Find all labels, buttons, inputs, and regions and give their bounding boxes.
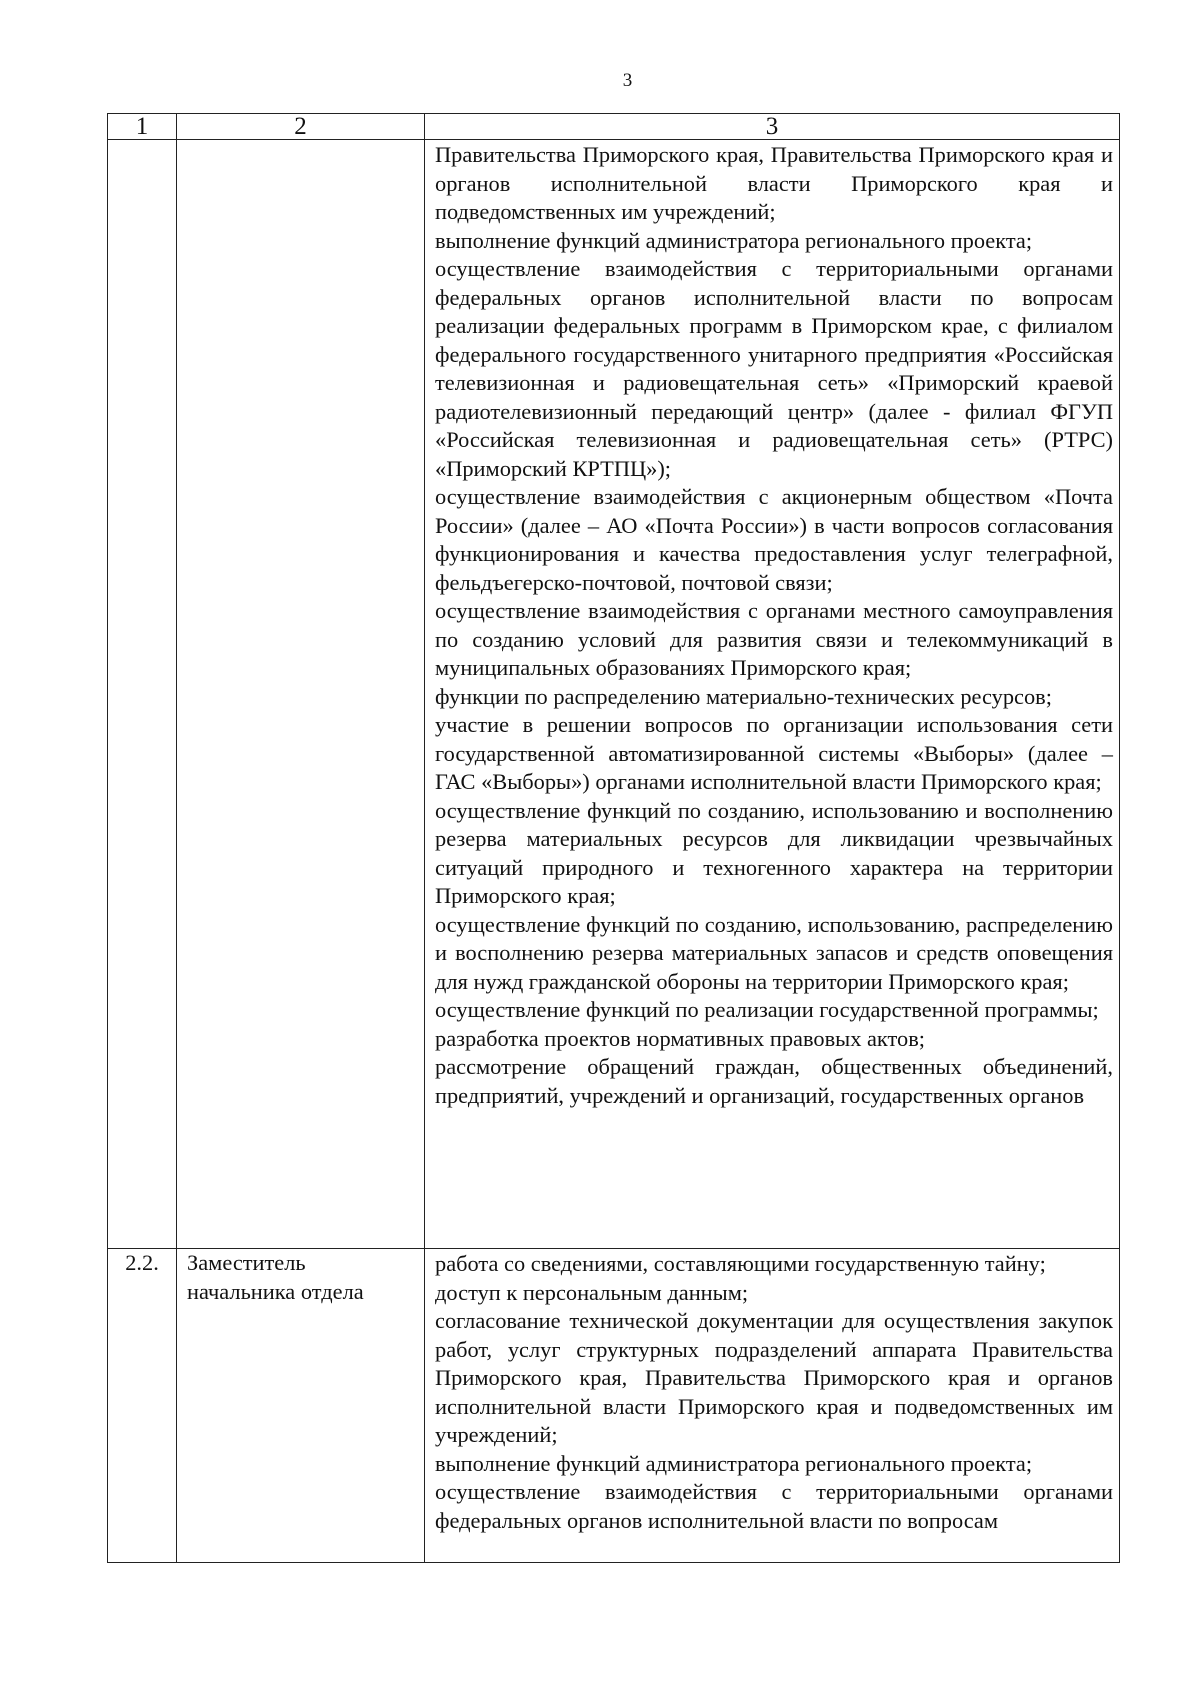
duties-cell [425,140,1120,1249]
duty-item: выполнение функций администратора регионального проекта; [435,227,1033,253]
duty-item: осуществление функций по реализации государственной программы; [435,997,1099,1022]
duty-item: доступ к персональным данным; [435,1279,749,1305]
table-row [108,140,1120,1249]
duty-item: осуществление взаимодействия с органами местного самоуправления по созданию условий для развития связи и телекоммуникаций в муниципальных образованиях Приморского края; [435,598,1113,680]
duties-table [107,113,1120,1563]
header-row [108,114,1120,140]
page-number: 3 [622,70,633,91]
row-number: 2.2. [108,1249,177,1563]
duty-item: осуществление функций по созданию, использованию, распределению и восполнению резерва материальных запасов и средств оповещения для нужд гражданской обороны на территории Приморского края; [435,911,1113,994]
duty-item: осуществление взаимодействия с территориальными органами федеральных органов исполнительной власти по вопросам реализации федеральных программ в Приморском крае, с филиалом федерального государственного унитарного предприятия «Российская телевизионная и радиовещательная сеть» «Приморский краевой радиотелевизионный передающий центр» (далее - филиал ФГУП «Российская телевизионная и радиовещательная сеть» (РТРС) «Приморский КРТПЦ»); [435,256,1113,481]
duty-item: рассмотрение обращений граждан, общественных объединений, предприятий, учреждений и организаций, государственных органов [435,1054,1113,1108]
duty-item: работа со сведениями, составляющими государственную тайну; [435,1251,1046,1276]
table-row [108,1249,1120,1563]
column-header-2: 2 [177,114,425,140]
position-cell [177,140,425,1249]
duty-item: осуществление взаимодействия с акционерным обществом «Почта России» (далее – АО «Почта России») в части вопросов согласования функционирования и качества предоставления услуг телеграфной, фельдъегерско-почтовой, почтовой связи; [435,484,1113,595]
duty-item: осуществление взаимодействия с территориальными органами федеральных органов исполнительной власти по вопросам [435,1479,1113,1533]
duty-item: функции по распределению материально-технических ресурсов; [435,683,1052,709]
duty-item: Правительства Приморского края, Правительства Приморского края и органов исполнительной власти Приморского края и подведомственных им учреждений; [435,142,1113,224]
column-header-1: 1 [108,114,177,140]
column-header-3: 3 [425,114,1120,140]
duty-item: согласование технической документации для осуществления закупок работ, услуг структурных подразделений аппарата Правительства Приморского края, Правительства Приморского края и органов исполнительной власти Приморского края и подведомственных им учреждений; [435,1308,1113,1447]
duty-item: выполнение функций администратора регионального проекта; [435,1450,1033,1476]
duty-item: осуществление функций по созданию, использованию и восполнению резерва материальных ресурсов для ликвидации чрезвычайных ситуаций природного и техногенного характера на территории Приморского края; [435,797,1113,908]
row-number [108,140,177,1249]
position-cell: Заместитель начальника отдела [177,1249,425,1563]
duty-item: участие в решении вопросов по организации использования сети государственной автоматизированной системы «Выборы» (далее – ГАС «Выборы») органами исполнительной власти Приморского края; [435,712,1113,794]
duty-item: разработка проектов нормативных правовых актов; [435,1025,925,1051]
duties-cell [425,1249,1120,1563]
